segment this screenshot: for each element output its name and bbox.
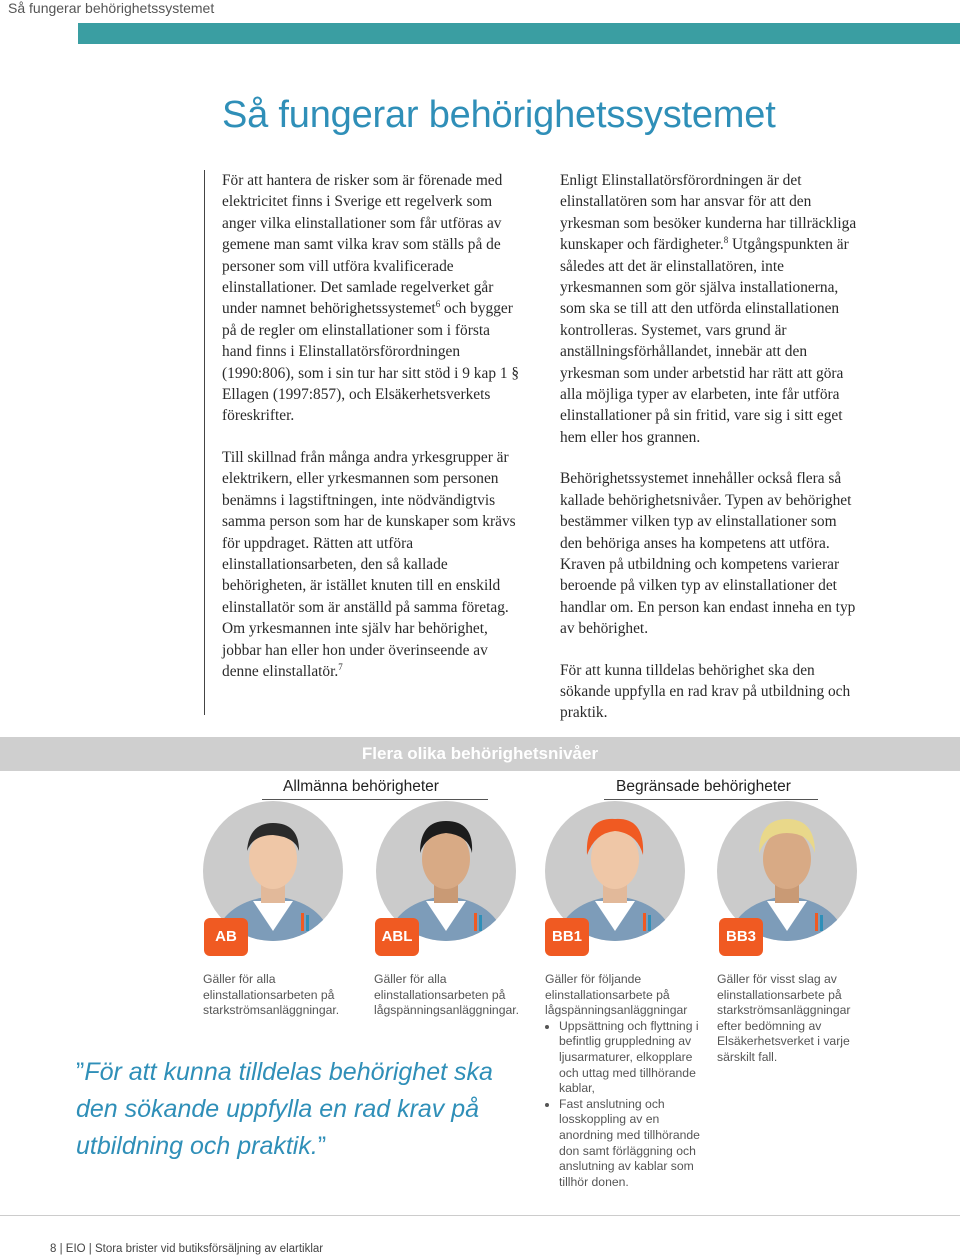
page-title: Så fungerar behörighetssystemet (222, 94, 776, 136)
footer: 8 | EIO | Stora brister vid butiksförsäljning av elartiklar (50, 1243, 324, 1255)
badge-bb3: BB3 (719, 918, 763, 956)
quote-open-mark: ” (76, 1058, 85, 1086)
footnote-ref-8: 8 (723, 235, 729, 246)
left-p1-text-a: För att hantera de risker som är förenade med elektricitet finns i Sverige ett regelverk som anger vilka elinstallationer som får utföras av gemene man samt vilka krav som ställs på de personer som vill utföra kvalificerade elinstallationer. Det samlade regelverket går under namnet behörighetssystemet (222, 172, 503, 318)
left-p1-text-b: och bygger på de regler om elinstallationer som i första hand finns i Elinstallatörsförordningen (1990:806), som i sin tur har sitt stöd i 9 kap 1 § Ellagen (1997:857), och Elsäkerhetsverkets föreskrifter. (222, 300, 520, 425)
right-p1-text-b: Utgångspunkten är således att det är elinstallatören, inte yrkesmannen som gör själva installationerna, som ska se till att den utförda elinstallationen kontrolleras. Systemet, vars grund är anställningsförhållandet, innebär att den yrkesman som under arbetstid har rätt att göra alla möjliga typer av elarbeten, inte får utföra elinstallationer på sin fritid, vare sig i sitt eget hem eller hos grannen. (560, 236, 849, 446)
left-p2-text: Till skillnad från många andra yrkesgrupper är elektrikern, eller yrkesmannen som personen benämns i lagstiftningen, inte nödvändigtvis samma person som har de kunskaper som krävs för uppdraget. Rätten att utföra elinstallationsarbeten, den så kallade behörigheten, är istället knuten till en enskild elinstallatör som är anställd på samma företag. Om yrkesmannen inte själv har behörighet, jobbar han eller hon under överinseende av denne elinstallatör. (222, 448, 516, 680)
left-paragraph-2 (222, 447, 522, 682)
column-rule (204, 170, 205, 715)
running-head: Så fungerar behörighetssystemet (8, 0, 215, 16)
desc-abl: Gäller för alla elinstallationsarbeten på lågspänningsanläggningar. (374, 972, 520, 1018)
group-label-limited: Begränsade behörigheter (616, 778, 791, 795)
right-column (560, 170, 860, 744)
badge-ab: AB (204, 918, 248, 956)
right-p1-text-a: Enligt Elinstallatörsförordningen är det elinstallatören som har ansvar för att den yrkesman som besöker kunderna har tillräckliga kunskaper och färdigheter. (560, 172, 857, 254)
quote-text: För att kunna tilldelas behörighet ska den sökande uppfylla en rad krav på utbildning och praktik. (76, 1058, 493, 1160)
left-column (222, 170, 522, 702)
desc-bb3: Gäller för visst slag av elinstallationsarbete på starkströmsanläggningar efter bedömning av Elsäkerhetsverket i varje särskilt fall. (717, 972, 851, 1064)
desc-bb1-bullet-1: • Uppsättning och flyttning i befintlig gruppledning av ljusarmaturer, elkopplare och uttag med tillhörande kablar, (559, 1019, 700, 1097)
right-paragraph-1 (560, 170, 860, 448)
group-underline-general (262, 799, 488, 800)
desc-ab: Gäller för alla elinstallationsarbeten på starkströmsanläggningar. (203, 972, 340, 1018)
right-paragraph-3: För att kunna tilldelas behörighet ska den sökande uppfylla en rad krav på utbildning och praktik. (560, 661, 851, 722)
footnote-ref-6: 6 (435, 299, 441, 310)
footer-rule (0, 1215, 960, 1216)
right-paragraph-2: Behörighetssystemet innehåller också flera så kallade behörighetsnivåer. Typen av behörighet bestämmer vilken typ av elinstallationer som den behöriga anses ha kompetens att utföra. Kraven på utbildning och kompetens varierar beroende på vilken typ av elinstallationer det handlar om. En person kan endast inneha en typ av behörighet. (560, 470, 856, 638)
footnote-ref-7: 7 (338, 661, 343, 672)
desc-bb1-list (545, 1019, 700, 1191)
desc-bb1-bullet-2: • Fast anslutning och losskoppling av en anordning med tillhörande don samt förläggning och anslutning av kablar som tillhör donen. (559, 1097, 700, 1191)
quote-close-mark: ” (317, 1132, 327, 1160)
pull-quote (76, 1054, 516, 1165)
badge-bb1: BB1 (545, 918, 589, 956)
group-label-general: Allmänna behörigheter (283, 778, 439, 795)
desc-bb1-intro: Gäller för följande elinstallationsarbete på lågspänningsanläggningar (545, 972, 688, 1018)
badge-abl: ABL (375, 918, 419, 956)
desc-bb1 (545, 972, 700, 1190)
header-color-bar (78, 23, 960, 44)
figure-title: Flera olika behörighetsnivåer (361, 744, 599, 763)
left-paragraph-1 (222, 170, 522, 427)
group-underline-limited (604, 799, 818, 800)
